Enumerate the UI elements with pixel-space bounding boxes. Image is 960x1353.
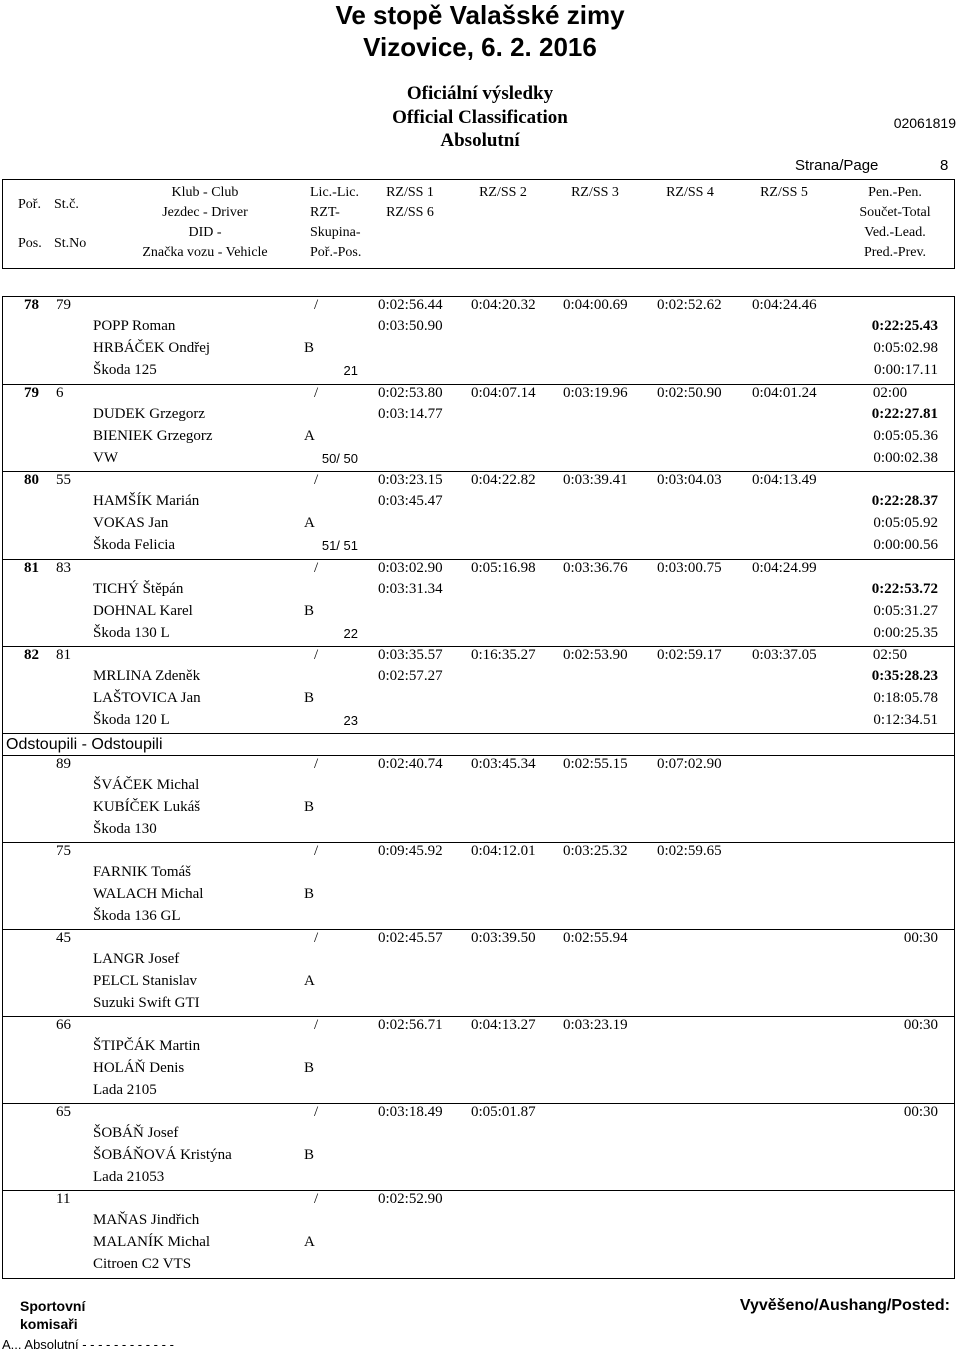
- ss5-time: 0:04:24.46: [752, 297, 817, 313]
- page-label: Strana/Page: [795, 157, 879, 174]
- ss2-time: 0:03:39.50: [471, 930, 536, 946]
- ss2-time: 0:04:22.82: [471, 472, 536, 488]
- divider: [2, 296, 3, 733]
- vehicle: Škoda 130 L: [93, 624, 170, 641]
- gap-to-leader: 0:05:02.98: [873, 340, 938, 356]
- doc-category: Absolutní: [440, 130, 520, 151]
- codriver-name: MALANÍK Michal: [93, 1234, 211, 1250]
- total-time: 0:22:25.43: [871, 318, 938, 334]
- col-vehicle: Značka vozu - Vehicle: [142, 245, 268, 260]
- ss3-time: 0:03:19.96: [563, 384, 628, 401]
- ss3-time: 0:03:39.41: [563, 472, 628, 488]
- ss1-time: 0:02:52.90: [378, 1191, 443, 1207]
- driver-name: HAMŠÍK Marián: [93, 493, 200, 509]
- ss3-time: 0:02:55.15: [563, 756, 628, 772]
- codriver-name: ŠOBÁŇOVÁ Kristýna: [93, 1147, 232, 1163]
- class: B: [304, 690, 315, 706]
- ss2-time: 0:04:07.14: [471, 384, 536, 401]
- ss2-time: 0:05:01.87: [471, 1104, 536, 1120]
- penalty: 00:30: [903, 1017, 938, 1033]
- class: B: [304, 799, 315, 815]
- ss4-time: 0:07:02.90: [657, 756, 722, 772]
- gap-to-leader: 0:18:05.78: [873, 690, 938, 706]
- start-number: 11: [56, 1191, 71, 1207]
- start-number: 79: [56, 297, 71, 313]
- ss3-time: 0:02:53.90: [563, 647, 628, 663]
- event-title: Ve stopě Valašské zimy: [335, 0, 625, 30]
- ss2-time: 0:04:20.32: [471, 297, 536, 313]
- start-number: 66: [56, 1017, 71, 1033]
- start-number: 75: [56, 843, 71, 859]
- codriver-name: LAŠTOVICA Jan: [93, 690, 201, 706]
- gap-to-leader: 0:05:05.36: [873, 427, 938, 444]
- col-stno-en: St.No: [54, 236, 87, 251]
- col-ss6: RZ/SS 6: [386, 205, 434, 220]
- licence: /: [314, 1191, 319, 1207]
- withdrawn-heading: Odstoupili - Odstoupili: [6, 736, 163, 753]
- position: 81: [24, 559, 39, 576]
- licence: /: [314, 472, 319, 488]
- col-ss5: RZ/SS 5: [760, 185, 808, 200]
- class-position: 23: [343, 713, 358, 728]
- penalty: 00:30: [903, 1104, 938, 1120]
- driver-name: ŠVÁČEK Michal: [93, 777, 200, 793]
- start-number: 89: [56, 756, 71, 772]
- stewards-label-1: Sportovní: [20, 1298, 86, 1314]
- col-driver: Jezdec - Driver: [162, 205, 248, 220]
- ss1-time: 0:02:45.57: [378, 930, 443, 946]
- vehicle: Škoda 120 L: [93, 712, 170, 728]
- col-penalty: Pen.-Pen.: [868, 185, 922, 200]
- ss1-time: 0:03:02.90: [378, 559, 443, 576]
- codriver-name: DOHNAL Karel: [93, 602, 193, 619]
- vehicle: Citroen C2 VTS: [93, 1256, 192, 1272]
- ss6-time: 0:02:57.27: [378, 668, 443, 684]
- licence: /: [314, 297, 319, 313]
- ss1-time: 0:02:40.74: [378, 756, 443, 772]
- gap-to-leader: 0:05:31.27: [873, 602, 938, 619]
- doc-title-cz: Oficiální výsledky: [406, 83, 554, 104]
- gap-to-leader: 0:05:05.92: [873, 515, 938, 531]
- penalty: 02:00: [872, 384, 908, 401]
- ss1-time: 0:03:35.57: [378, 647, 443, 663]
- col-ss1: RZ/SS 1: [386, 185, 434, 200]
- driver-name: DUDEK Grzegorz: [93, 405, 206, 422]
- class: B: [304, 886, 315, 902]
- doc-code: 02061819: [893, 115, 956, 131]
- class-position: 50/ 50: [321, 450, 358, 466]
- ss5-time: 0:04:01.24: [752, 384, 817, 401]
- vehicle: Škoda 136 GL: [93, 908, 181, 924]
- start-number: 45: [56, 930, 71, 946]
- ss1-time: 0:03:23.15: [378, 472, 443, 488]
- vehicle: Lada 2105: [93, 1082, 157, 1098]
- licence: /: [314, 559, 319, 576]
- ss6-time: 0:03:14.77: [378, 405, 443, 422]
- ss4-time: 0:02:50.90: [657, 384, 722, 401]
- divider: [954, 296, 955, 733]
- ss2-time: 0:16:35.27: [471, 647, 536, 663]
- position: 79: [24, 384, 39, 401]
- driver-name: POPP Roman: [93, 318, 176, 334]
- col-lead: Ved.-Lead.: [864, 225, 926, 240]
- class: A: [304, 973, 315, 989]
- codriver-name: PELCL Stanislav: [93, 973, 198, 989]
- ss6-time: 0:03:45.47: [378, 493, 443, 509]
- ss4-time: 0:02:52.62: [657, 297, 722, 313]
- ss3-time: 0:03:36.76: [563, 559, 628, 576]
- col-pos-cz: Poř.: [18, 197, 41, 212]
- ss1-time: 0:02:56.44: [378, 297, 443, 313]
- class-position: 51/ 51: [321, 538, 358, 553]
- gap-to-previous: 0:00:25.35: [873, 624, 938, 641]
- driver-name: MRLINA Zdeněk: [93, 668, 201, 684]
- class-position: 21: [343, 363, 358, 378]
- divider: [2, 733, 3, 1278]
- penalty: 02:50: [872, 647, 908, 663]
- col-prev: Pred.-Prev.: [863, 245, 927, 260]
- gap-to-previous: 0:12:34.51: [873, 712, 938, 728]
- licence: /: [314, 1017, 319, 1033]
- ss2-time: 0:04:13.27: [471, 1017, 536, 1033]
- class: B: [304, 602, 315, 619]
- col-stno-cz: St.č.: [54, 197, 79, 212]
- vehicle: Škoda 130: [93, 821, 157, 837]
- doc-title-en: Official Classification: [392, 107, 568, 128]
- col-rzt: RZT-: [310, 205, 340, 220]
- divider: [2, 733, 955, 734]
- gap-to-previous: 0:00:00.56: [873, 537, 938, 553]
- total-time: 0:35:28.23: [871, 668, 938, 684]
- codriver-name: BIENIEK Grzegorz: [93, 427, 213, 444]
- ss6-time: 0:03:50.90: [378, 318, 443, 334]
- ss1-time: 0:02:56.71: [378, 1017, 443, 1033]
- class: A: [304, 515, 315, 531]
- vehicle: Škoda Felicia: [93, 537, 176, 553]
- class: A: [304, 1234, 315, 1250]
- licence: /: [314, 756, 319, 772]
- class: B: [304, 1060, 315, 1076]
- page-number: 8: [940, 157, 949, 174]
- ss5-time: 0:03:37.05: [752, 647, 817, 663]
- driver-name: TICHÝ Štěpán: [93, 580, 184, 597]
- col-club: Klub - Club: [171, 185, 239, 200]
- ss3-time: 0:04:00.69: [563, 297, 628, 313]
- class: A: [304, 427, 315, 444]
- position: 82: [24, 647, 39, 663]
- gap-to-previous: 0:00:17.11: [873, 362, 938, 378]
- codriver-name: KUBÍČEK Lukáš: [93, 799, 201, 815]
- class: B: [304, 340, 315, 356]
- licence: /: [314, 930, 319, 946]
- gap-to-previous: 0:00:02.38: [873, 449, 938, 466]
- start-number: 83: [56, 559, 71, 576]
- posted-label: Vyvěšeno/Aushang/Posted:: [739, 1297, 950, 1314]
- start-number: 55: [56, 472, 71, 488]
- position: 80: [24, 472, 39, 488]
- ss1-time: 0:03:18.49: [378, 1104, 443, 1120]
- vehicle: Škoda 125: [93, 362, 157, 378]
- col-class-pos: Poř.-Pos.: [310, 245, 362, 260]
- start-number: 6: [56, 384, 64, 401]
- licence: /: [314, 647, 319, 663]
- start-number: 81: [56, 647, 71, 663]
- licence: /: [314, 843, 319, 859]
- vehicle: Lada 21053: [93, 1169, 165, 1185]
- ss2-time: 0:05:16.98: [471, 559, 536, 576]
- legend: A... Absolutní - - - - - - - - - - - -: [2, 1337, 174, 1352]
- col-ss3: RZ/SS 3: [571, 185, 619, 200]
- col-did: DID -: [188, 225, 222, 240]
- position: 78: [24, 297, 39, 313]
- ss3-time: 0:03:25.32: [563, 843, 628, 859]
- class: B: [304, 1147, 315, 1163]
- col-lic: Lic.-Lic.: [310, 185, 359, 200]
- total-time: 0:22:27.81: [871, 405, 938, 422]
- event-subtitle: Vizovice, 6. 2. 2016: [363, 32, 597, 62]
- divider: [954, 733, 955, 1278]
- ss4-time: 0:02:59.17: [657, 647, 722, 663]
- col-pos-en: Pos.: [18, 236, 42, 251]
- licence: /: [314, 1104, 319, 1120]
- divider: [2, 1190, 955, 1191]
- stewards-label-2: komisaři: [20, 1316, 78, 1332]
- col-total: Součet-Total: [859, 205, 931, 220]
- ss3-time: 0:03:23.19: [563, 1017, 628, 1033]
- driver-name: LANGR Josef: [93, 951, 180, 967]
- driver-name: FARNIK Tomáš: [93, 864, 191, 880]
- licence: /: [314, 384, 319, 401]
- ss4-time: 0:03:04.03: [657, 472, 722, 488]
- start-number: 65: [56, 1104, 71, 1120]
- divider: [2, 1278, 955, 1279]
- col-group: Skupina-: [310, 225, 361, 240]
- ss6-time: 0:03:31.34: [378, 580, 443, 597]
- vehicle: VW: [93, 449, 118, 466]
- codriver-name: WALACH Michal: [93, 886, 204, 902]
- col-ss2: RZ/SS 2: [479, 185, 527, 200]
- driver-name: ŠOBÁŇ Josef: [93, 1125, 179, 1141]
- total-time: 0:22:53.72: [871, 580, 938, 597]
- codriver-name: HOLÁŇ Denis: [93, 1060, 185, 1076]
- class-position: 22: [343, 625, 358, 641]
- penalty: 00:30: [903, 930, 938, 946]
- codriver-name: HRBÁČEK Ondřej: [93, 340, 211, 356]
- ss1-time: 0:09:45.92: [378, 843, 443, 859]
- ss3-time: 0:02:55.94: [563, 930, 628, 946]
- vehicle: Suzuki Swift GTI: [93, 995, 200, 1011]
- col-ss4: RZ/SS 4: [666, 185, 714, 200]
- ss5-time: 0:04:24.99: [752, 559, 817, 576]
- ss1-time: 0:02:53.80: [378, 384, 443, 401]
- ss2-time: 0:04:12.01: [471, 843, 536, 859]
- total-time: 0:22:28.37: [871, 493, 938, 509]
- ss4-time: 0:02:59.65: [657, 843, 722, 859]
- codriver-name: VOKAS Jan: [93, 515, 169, 531]
- driver-name: MAŇAS Jindřich: [93, 1212, 200, 1228]
- driver-name: ŠTIPČÁK Martin: [93, 1038, 201, 1054]
- ss2-time: 0:03:45.34: [471, 756, 536, 772]
- ss4-time: 0:03:00.75: [657, 559, 722, 576]
- ss5-time: 0:04:13.49: [752, 472, 817, 488]
